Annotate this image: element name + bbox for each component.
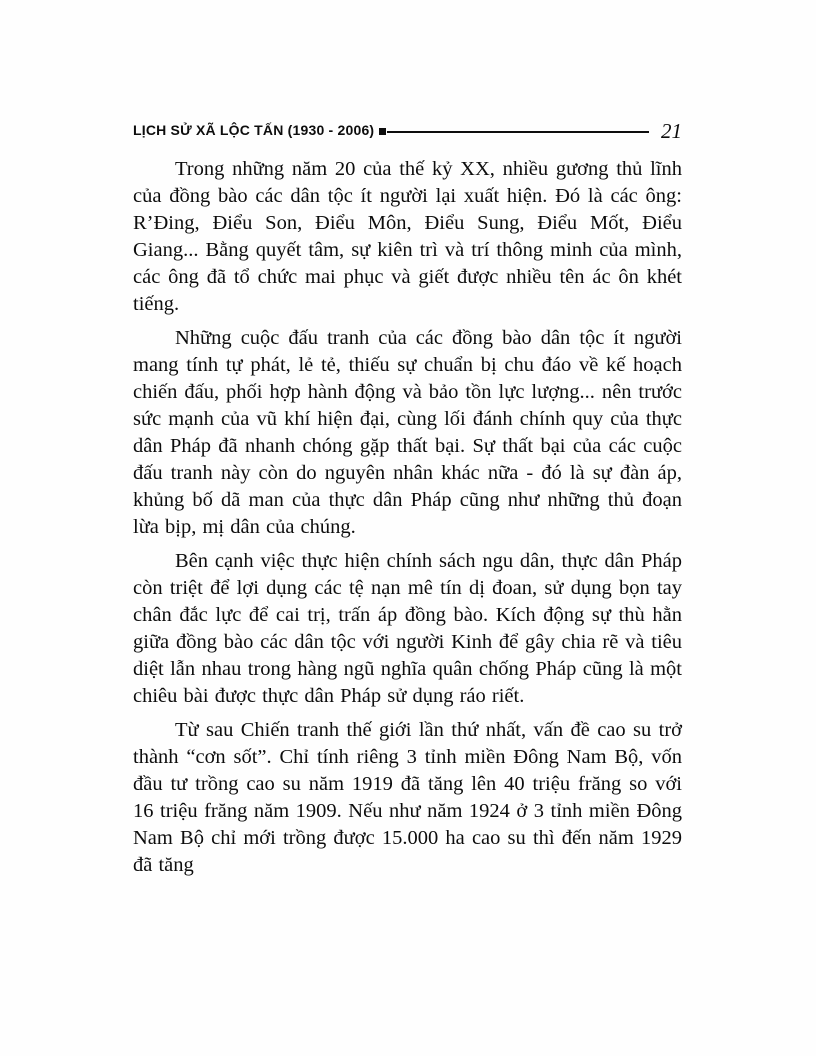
header-rule [387,131,649,133]
body-text [133,156,682,886]
paragraph-1: Trong những năm 20 của thế kỷ XX, nhiều gương thủ lĩnh của đồng bào các dân tộc ít người lại xuất hiện. Đó là các ông: R’Đing, Điểu Son, Điểu Môn, Điểu Sung, Điểu Mốt, Điểu Giang... Bằng quyết tâm, sự kiên trì và trí thông minh của mình, các ông đã tổ chức mai phục và giết được nhiều tên ác ôn khét tiếng. [133,158,682,315]
page-number: 21 [661,119,682,143]
header-title: LỊCH SỬ XÃ LỘC TẤN (1930 - 2006) [133,122,375,138]
paragraph-3: Bên cạnh việc thực hiện chính sách ngu dân, thực dân Pháp còn triệt để lợi dụng các tệ nạn mê tín dị đoan, sử dụng bọn tay chân đắc lực để cai trị, trấn áp đồng bào. Kích động sự thù hằn giữa đồng bào các dân tộc với người Kinh để gây chia rẽ và tiêu diệt lẫn nhau trong hàng ngũ nghĩa quân chống Pháp cũng là một chiêu bài được thực dân Pháp sử dụng ráo riết. [133,550,682,707]
square-bullet-icon [379,128,386,135]
paragraph-2: Những cuộc đấu tranh của các đồng bào dân tộc ít người mang tính tự phát, lẻ tẻ, thiếu sự chuẩn bị chu đáo về kế hoạch chiến đấu, phối hợp hành động và bảo tồn lực lượng... nên trước sức mạnh của vũ khí hiện đại, cùng lối đánh chính quy của thực dân Pháp đã nhanh chóng gặp thất bại. Sự thất bại của các cuộc đấu tranh này còn do nguyên nhân khác nữa - đó là sự đàn áp, khủng bố dã man của thực dân Pháp cũng như những thủ đoạn lừa bịp, mị dân của chúng. [133,327,682,538]
paragraph-4: Từ sau Chiến tranh thế giới lần thứ nhất, vấn đề cao su trở thành “cơn sốt”. Chỉ tính riêng 3 tỉnh miền Đông Nam Bộ, vốn đầu tư trồng cao su năm 1919 đã tăng lên 40 triệu frăng so với 16 triệu frăng năm 1909. Nếu như năm 1924 ở 3 tỉnh miền Đông Nam Bộ chỉ mới trồng được 15.000 ha cao su thì đến năm 1929 đã tăng [133,719,682,876]
running-header [133,121,682,142]
